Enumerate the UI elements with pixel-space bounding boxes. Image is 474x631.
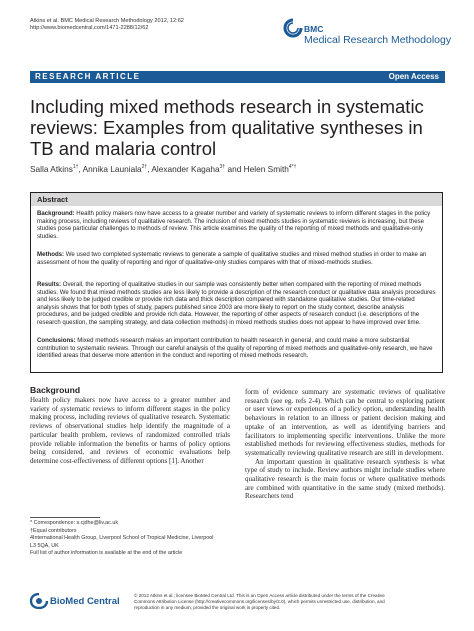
journal-logo bbox=[304, 24, 451, 46]
body-paragraph: Health policy makers now have access to a greater number and variety of systematic reviews to inform different stages in the policy making process, including reviews of qualitative research. Systematic reviews of observational studies help identify the magnitude of a particular health problem, reviews of randomized controlled trials provide reliable information the benefits or harms of policy options being considered, and reviews of economic evaluations help determine cost-effectiveness of different options [1]. Another bbox=[30, 396, 230, 465]
section-heading: Background bbox=[30, 385, 81, 395]
abstract-section-text: Mixed methods research makes an important contribution to health research in general, and could make a more substantial contribution to systematic reviews. Through our careful analysis of the quality of reporting of mixed methods and qualitative-only research, we have identified areas that deserve more attention in the conduct and reporting of mixed methods research. bbox=[37, 337, 433, 360]
title-line: reviews: Examples from qualitative syntheses in bbox=[30, 117, 423, 138]
article-type-banner bbox=[30, 71, 445, 83]
body-paragraph: form of evidence summary are systematic reviews of qualitative research (see eg. refs 2-4). Which can be central to exploring patient or user views or experiences of a policy option, understanding health behaviours in relation to an illness or patient decision making and uptake of an intervention, as well as identifying barriers and facilitators to implementing specific interventions. Unlike the more established methods for reviewing effectiveness studies, methods for systematically reviewing qualitative research are still in development. bbox=[245, 388, 445, 457]
license-line: Commons Attribution License (http://creativecommons.org/licenses/by/2.0), which permits unrestricted use, distribution, and bbox=[134, 599, 385, 604]
author-name: , Alexander Kagaha bbox=[147, 164, 220, 174]
citation-url[interactable]: http://www.biomedcentral.com/1471-2288/12/62 bbox=[30, 25, 149, 31]
abstract-conclusions bbox=[37, 337, 437, 360]
article-title bbox=[30, 96, 460, 159]
biomed-central-logo-icon bbox=[30, 593, 48, 609]
abstract-box bbox=[30, 192, 443, 373]
license-text bbox=[134, 593, 446, 611]
body-left-column bbox=[30, 396, 230, 466]
abstract-section-text: Overall, the reporting of qualitative studies in our sample was consistently better when compared with the reporting of mixed methods studies. We found that mixed methods studies are less likely to provide a description of the research conduct or qualitative data analysis procedures and less likely to be judged credible or provide rich data and thick description compared with standalone qualitative studies. Our time-related analysis shows that for both types of study, papers published since 2003 are more likely to report on the study context, describe analysis procedures, and be judged credible and provide rich data. However, the reporting of other aspects of research conduct (i.e. descriptions of the research question, the sampling strategy, and data collection methods) in mixed methods studies does not appear to have improved over time. bbox=[37, 281, 436, 326]
body-paragraph: An important question in qualitative research synthesis is what type of study to include. Review authors might include studies where qualitative research is the main focus or where qualitative methods are combined with quantitative in the same study (mixed methods). Researchers tend bbox=[245, 457, 445, 501]
citation-line: Atkins et al. BMC Medical Research Methodology 2012, 12:62 bbox=[30, 18, 184, 24]
title-line: TB and malaria control bbox=[30, 138, 217, 159]
citation bbox=[30, 18, 184, 32]
author-info-note: Full list of author information is available at the end of the article bbox=[30, 550, 183, 556]
author-affiliation-mark: 2† bbox=[141, 164, 148, 171]
affiliation-note: 4International Health Group, Liverpool School of Tropical Medicine, Liverpool bbox=[30, 535, 214, 541]
author-affiliation-mark: 4*† bbox=[288, 164, 297, 171]
license-line: reproduction in any medium, provided the original work is properly cited. bbox=[134, 605, 281, 610]
correspondence-note[interactable]: * Correspondence: s.cjdhe@liv.ac.uk bbox=[30, 520, 119, 526]
abstract-results bbox=[37, 281, 437, 327]
abstract-section-text: Health policy makers now have access to a greater number and variety of systematic reviews to inform different stages in the policy making process, including reviews of qualitative research. The inclusion of mixed methods studies in systematic reviews is increasing, but these studies pose particular challenges to methods of review. This article examines the quality of the reporting of mixed methods and qualitative-only studies. bbox=[37, 210, 431, 240]
abstract-section-label: Methods: bbox=[37, 251, 65, 258]
abstract-section-label: Conclusions: bbox=[37, 337, 76, 344]
article-type: RESEARCH ARTICLE bbox=[35, 72, 141, 81]
open-access-label: Open Access bbox=[388, 72, 439, 81]
title-line: Including mixed methods research in systematic bbox=[30, 96, 424, 117]
author-name: , Annika Launiala bbox=[78, 164, 142, 174]
footnotes bbox=[30, 520, 230, 558]
bmc-logo-icon bbox=[282, 17, 304, 39]
publisher-name: BioMed Central bbox=[50, 596, 120, 607]
author-list bbox=[30, 164, 296, 174]
body-right-column bbox=[245, 388, 445, 501]
journal-name: Medical Research Methodology bbox=[304, 34, 452, 46]
author-affiliation-mark: 1† bbox=[72, 164, 79, 171]
abstract-background bbox=[37, 210, 437, 240]
affiliation-note: L3 5QA, UK bbox=[30, 542, 59, 549]
author-name: and Helen Smith bbox=[225, 164, 289, 174]
abstract-section-label: Background: bbox=[37, 210, 75, 217]
abstract-heading: Abstract bbox=[31, 193, 442, 206]
abstract-methods bbox=[37, 251, 437, 266]
author-name: Salla Atkins bbox=[30, 164, 73, 174]
journal-logo-abbrev: BMC bbox=[304, 24, 324, 34]
abstract-section-label: Results: bbox=[37, 281, 62, 288]
footnote-divider bbox=[30, 517, 100, 518]
author-affiliation-mark: 3† bbox=[219, 164, 226, 171]
license-line: © 2012 Atkins et al.; licensee BioMed Central Ltd. This is an Open Access article distributed under the terms of the Creative bbox=[134, 593, 385, 598]
abstract-section-text: We used two completed systematic reviews to generate a sample of qualitative studies and mixed method studies in order to make an assessment of how the quality of reporting and rigor of qualitative-only studies compares with that of mixed-methods studies. bbox=[37, 251, 427, 266]
equal-contribution-note: †Equal contributors bbox=[30, 527, 77, 534]
